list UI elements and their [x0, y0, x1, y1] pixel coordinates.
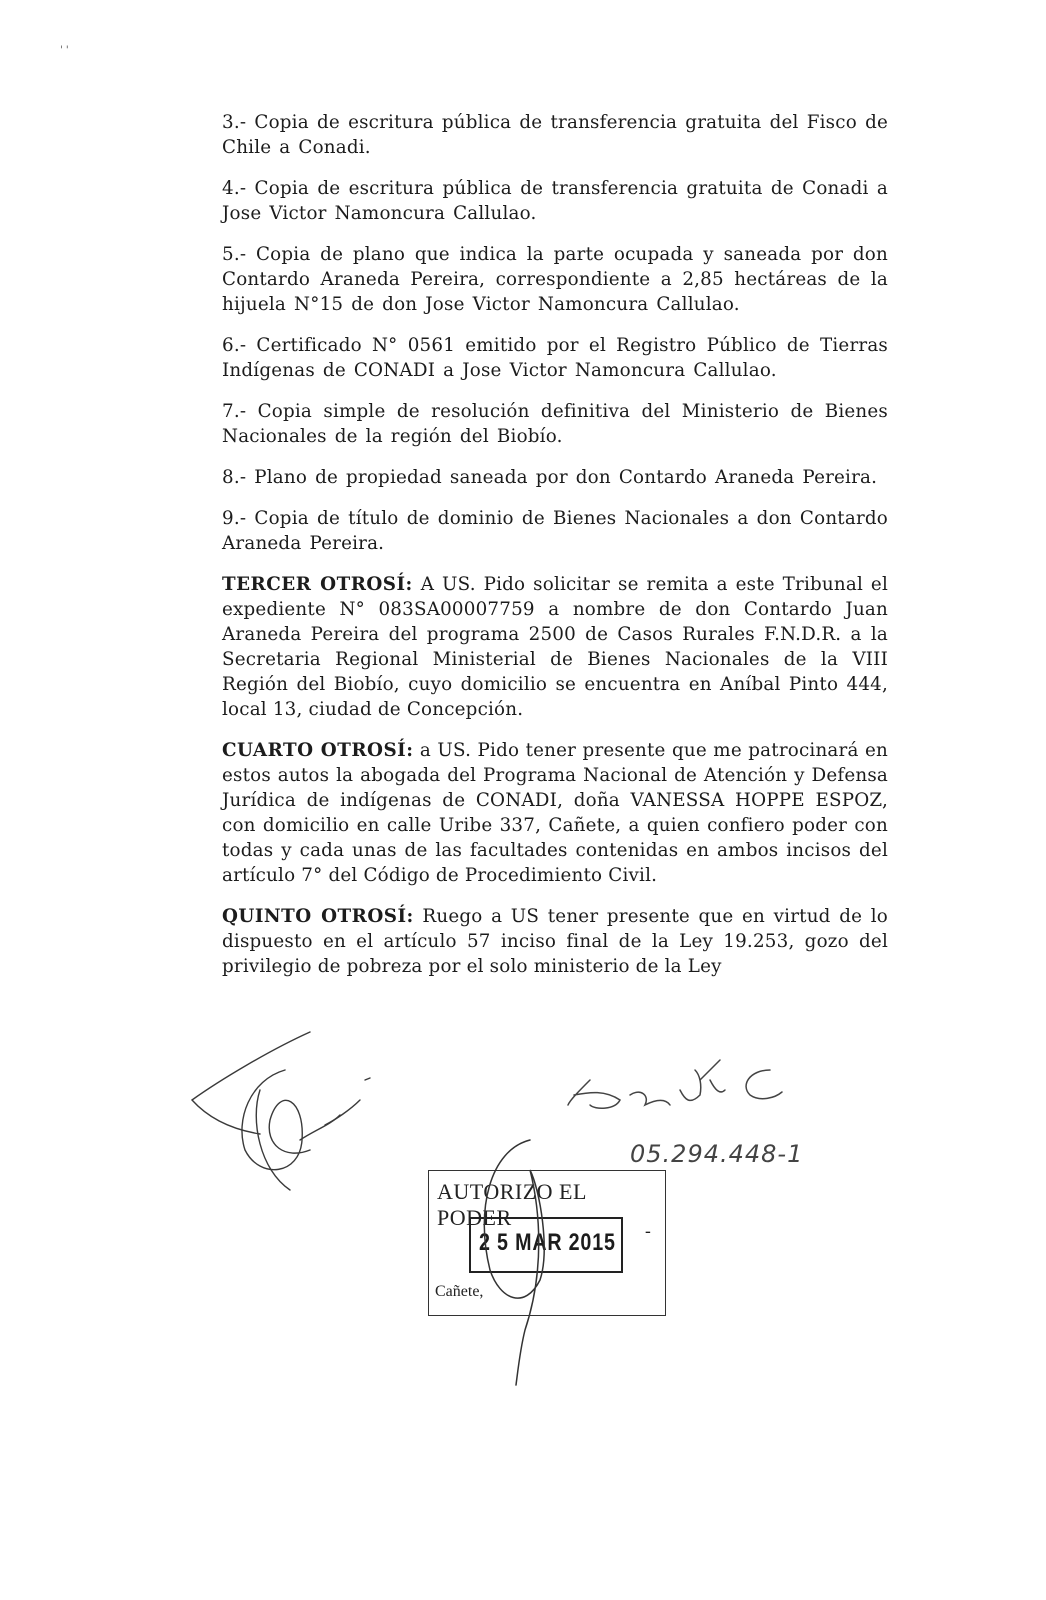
- stamp-mark: -: [644, 1221, 651, 1242]
- signature-initials: JNC: [560, 1157, 581, 1168]
- list-item-8: 8.- Plano de propiedad saneada por don Contardo Araneda Pereira.: [222, 467, 878, 488]
- cuarto-otrosi-heading: CUARTO OTROSÍ:: [222, 740, 414, 761]
- stamp-date: 2 5 MAR 2015: [479, 1229, 616, 1256]
- tercer-otrosi: [222, 572, 888, 722]
- stamp-title: AUTORIZO EL PODER: [437, 1179, 587, 1230]
- document-body: [222, 110, 888, 995]
- list-item-3: 3.- Copia de escritura pública de transferencia gratuita del Fisco de Chile a Conadi.: [222, 112, 888, 158]
- stamp-signature: [470, 1130, 580, 1390]
- quinto-otrosi-text: Ruego a US tener presente que en virtud de lo dispuesto en el artículo 57 inciso final de la Ley 19.253, gozo del privilegio de pobreza por el solo ministerio de la Ley: [222, 906, 888, 977]
- list-item-7: 7.- Copia simple de resolución definitiva del Ministerio de Bienes Nacionales de la región del Biobío.: [222, 401, 888, 447]
- tercer-otrosi-heading: TERCER OTROSÍ:: [222, 574, 413, 595]
- quinto-otrosi: [222, 904, 888, 979]
- margin-marks: ' ': [60, 45, 69, 56]
- list-item-6: 6.- Certificado N° 0561 emitido por el Registro Público de Tierras Indígenas de CONADI a Jose Victor Namoncura Callulao.: [222, 335, 888, 381]
- handwritten-rut: 05.294.448-1: [630, 1140, 804, 1168]
- quinto-otrosi-heading: QUINTO OTROSÍ:: [222, 906, 414, 927]
- list-item-9: 9.- Copia de título de dominio de Bienes Nacionales a don Contardo Araneda Pereira.: [222, 508, 888, 554]
- cuarto-otrosi: [222, 738, 888, 888]
- list-item-5: 5.- Copia de plano que indica la parte ocupada y saneada por don Contardo Araneda Pereira, correspondiente a 2,85 hectáreas de la hijuela N°15 de don Jose Victor Namoncura Callulao.: [222, 244, 888, 315]
- tercer-otrosi-text: A US. Pido solicitar se remita a este Tribunal el expediente N° 083SA00007759 a nombre de don Contardo Juan Araneda Pereira del programa 2500 de Casos Rurales F.N.D.R. a la Secretaria Regional Ministerial de Bienes Nacionales de la VIII Región del Biobío, cuyo domicilio se encuentra en Aníbal Pinto 444, local 13, ciudad de Concepción.: [222, 574, 888, 720]
- stamp-place: Cañete,: [435, 1283, 484, 1300]
- cuarto-otrosi-text: a US. Pido tener presente que me patrocinará en estos autos la abogada del Programa Nacional de Atención y Defensa Jurídica de indígenas de CONADI, doña VANESSA HOPPE ESPOZ, con domicilio en calle Uribe 337, Cañete, a quien confiero poder con todas y cada unas de las facultades contenidas en ambos incisos del artículo 7° del Código de Procedimiento Civil.: [222, 740, 888, 886]
- signature-left: [190, 1030, 380, 1200]
- list-item-4: 4.- Copia de escritura pública de transferencia gratuita de Conadi a Jose Victor Namoncura Callulao.: [222, 178, 888, 224]
